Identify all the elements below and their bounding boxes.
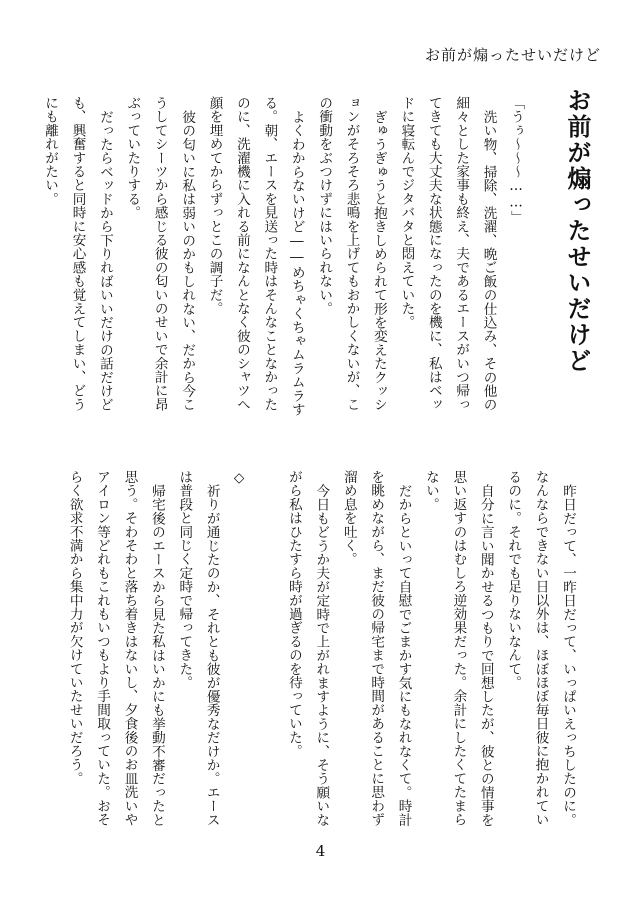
paragraph: 洗い物、掃除、洗濯、晩ご飯の仕込み、その他の細々とした家事も終え、夫であるエースがいつ帰ってきても大丈夫な状態になったのを機に、私はベッドに寝転んでジタバタと悶えていた。 [398,96,497,412]
paragraph: 彼の匂いに私は弱いのかもしれない、だから今こうしてシーツから感じる彼の匂いのせいで余計に昂ぶっていたりする。 [124,96,196,412]
running-header: お前が煽ったせいだけど [424,46,601,64]
paragraph: 昨日だって、一昨日だって、いっぱいえっちしたのに。なんならできない日以外は、ほぼほぼ毎日彼に抱かれているのに。それでも足りないなんて。 [505,470,576,827]
paragraph: だったらベッドから下りればいいだけの話だけども、興奮すると同時に安心感も覚えてしまい、どうにも離れがたい。 [42,96,113,412]
paragraph: ぎゅうぎゅうと抱きしめられて形を変えたクッションがそろそろ悲鳴を上げてもおかしくないが、この衝動をぶつけずにはいられない。 [316,96,387,412]
blank-line [252,470,279,830]
paragraph: 自分に言い聞かせるつもりで回想したが、彼との情事を思い返すのはむしろ逆効果だった。余計にしたくてたまらない。 [422,470,494,827]
chapter-title: お前が煽ったせいだけど [563,88,591,374]
paragraph: 「うぅ〜〜〜……」 [508,96,524,225]
paragraph: 祈りが通じたのか、それとも彼が優秀なだけか。エースは普段と同じく定時で帰ってきた。 [176,470,220,827]
paragraph: よくわからないけど――めちゃくちゃムラムラする。朝、エースを見送った時はそんなことなかったのに、洗濯機に入れる前になんとなく彼のシャツへ顔を埋めてからずっとこの調子だ。 [206,96,305,416]
paragraph: 今日もどうか夫が定時で上がれますように、そう願いながら私はひたすら時が過ぎるのを待っていた。 [285,470,330,827]
paragraph: だからといって自慰でごまかす気にもなれなくて。時計を眺めながら、まだ彼の帰宅まで時間があることに思わず溜め息を吐く。 [340,470,412,827]
upper-text-block [42,96,529,416]
page-number: 4 [315,842,326,860]
paragraph: 帰宅後のエースから見た私はいかにも挙動不審だったと思う。そわそわと落ち着きはないし、夕食後のお皿洗いやアイロン等どれもこれもいつもより手間取っていた。おそらく欲求不満から集中力が欠けていたせいだろう。 [66,470,165,827]
lower-text-block [61,470,581,830]
scene-break-mark: ◇ [231,470,248,487]
